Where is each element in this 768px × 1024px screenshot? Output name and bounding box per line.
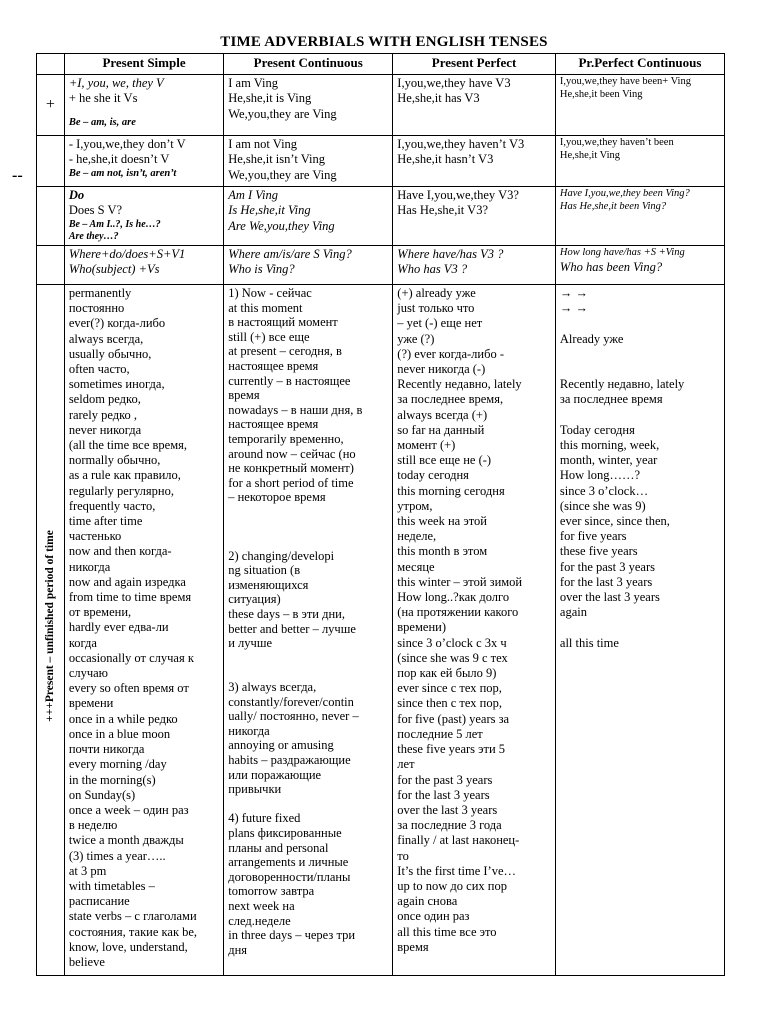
adverbial-line: twice a month дважды [68, 833, 184, 848]
adverbial-line: ситуация) [228, 592, 281, 607]
adverbial-line: believe [68, 954, 105, 969]
adverbial-line: again [559, 605, 587, 620]
adverbial-line: sometimes иногда, [68, 377, 165, 392]
ps-q-be: Be – Am I..?, Is he…? [68, 218, 161, 230]
pp-wh [393, 246, 556, 285]
pp-aff-line: He,she,it has V3 [397, 91, 480, 106]
adverbial-line: seldom редко, [68, 392, 141, 407]
ps-neg-be: Be – am not, isn’t, aren’t [68, 167, 177, 179]
pc-neg-line: We,you,they are Ving [228, 167, 337, 182]
adverbial-line: след.неделе [228, 913, 291, 928]
adverbial-line: for the last 3 years [559, 574, 653, 589]
ps-neg-line: - he,she,it doesn’t V [68, 152, 170, 167]
pc-wh-line: Who is Ving? [228, 262, 295, 277]
adverbial-line: ever(?) когда-либо [68, 316, 166, 331]
adverbial-line: время [228, 388, 260, 403]
adverbial-line: for five years [559, 529, 627, 544]
adverbial-line: every morning /day [68, 757, 167, 772]
adverbial-line [560, 362, 720, 377]
plus-symbol: + [37, 75, 65, 136]
ps-negative [64, 136, 223, 187]
adverbial-line: за последнее время [559, 392, 663, 407]
adverbial-line: ever since, since then, [559, 513, 670, 528]
adverbial-line: почти никогда [68, 742, 145, 757]
adverbial-line: for the past 3 years [559, 559, 656, 574]
adverbial-line: за последние 3 года [397, 818, 502, 833]
adverbial-line: once in a while редко [68, 711, 178, 726]
adverbial-line: normally обычно, [68, 453, 161, 468]
adverbial-line: for five (past) years за [397, 711, 510, 726]
ps-wh-line: Where+do/does+S+V1 [68, 247, 186, 261]
adverbial-line: from time to time время [68, 590, 192, 605]
adverbial-line: договоренности/планы [228, 869, 351, 884]
adverbial-line: all this time [559, 635, 619, 650]
adverbial-line: hardly ever едва-ли [68, 620, 169, 635]
adverbial-line: пор как ей было 9) [397, 666, 497, 681]
adverbial-line: never никогда [68, 422, 142, 437]
adverbial-line: неделе, [397, 529, 437, 544]
adverbial-line [560, 620, 720, 635]
affirmative-row [37, 75, 725, 136]
adverbial-line: habits – раздражающие [228, 753, 351, 767]
adverbial-line: расписание [68, 894, 130, 909]
adverbial-line: for the past 3 years [397, 772, 493, 787]
adverbial-line: once один раз [397, 909, 470, 924]
adverbial-line: уже (?) [397, 331, 435, 346]
pp-neg-line: I,you,we,they haven’t V3 [397, 137, 525, 151]
pp-q-line: Has He,she,it V3? [397, 203, 489, 218]
adverbial-line: these five years [559, 544, 638, 559]
pc-aff-line: He,she,it is Ving [228, 91, 312, 106]
wh-question-row [37, 246, 725, 285]
adverbial-line: 3) always всегда, [228, 680, 317, 695]
adverbial-line: next week на [228, 898, 295, 913]
pc-q-line: Are We,you,they Ving [228, 218, 335, 233]
adverbial-line: these five years эти 5 [397, 742, 506, 757]
adverbial-line: (на протяжении какого [397, 605, 519, 620]
header-present-perfect: Present Perfect [393, 54, 556, 75]
pp-question [393, 187, 556, 246]
adverbial-line: this morning, week, [559, 437, 660, 452]
ppc-wh [555, 246, 724, 285]
adverbial-line: once in a blue moon [68, 726, 171, 741]
adverbial-line: месяце [397, 559, 435, 574]
adverbial-line: still все еще не (-) [397, 453, 492, 468]
pp-adverbials [393, 285, 556, 976]
adverbial-line: temporarily временно, [228, 431, 344, 446]
adverbial-line: привычки [228, 782, 282, 797]
ps-q-line: Does S V? [68, 203, 123, 218]
corner-cell [37, 54, 65, 75]
pp-affirmative [393, 75, 556, 136]
adverbial-line: still (+) все еще [228, 329, 310, 344]
adverbial-line: → → [559, 286, 589, 300]
adverbial-line: (3) times a year….. [68, 848, 166, 863]
ppc-adverbials [555, 285, 724, 976]
adverbial-line: currently – в настоящее [228, 373, 351, 388]
ppc-q-line: Has He,she,it been Ving? [559, 200, 667, 212]
adverbial-line: How long……? [559, 468, 641, 483]
adverbial-line: Already уже [559, 331, 624, 346]
adverbial-line: 1) Now - сейчас [228, 286, 312, 300]
adverbial-line: today сегодня [397, 468, 469, 483]
adverbial-line: at present – сегодня, в [228, 344, 342, 359]
page-title: TIME ADVERBIALS WITH ENGLISH TENSES [220, 34, 548, 50]
adverbial-line: когда [68, 635, 97, 650]
ppc-question [555, 187, 724, 246]
adverbial-line: настоящее время [228, 417, 319, 432]
adverbial-line: occasionally от случая к [68, 650, 194, 665]
ps-aff-be: Be – am, is, are [68, 116, 136, 128]
adverbial-line: for a short period of time [228, 475, 354, 490]
adverbial-line [228, 797, 388, 812]
pc-aff-line: We,you,they are Ving [228, 106, 337, 121]
adverbial-line: now and then когда- [68, 544, 172, 559]
adverbial-line: Today сегодня [559, 422, 635, 437]
pc-negative [224, 136, 393, 187]
adverbial-line: with timetables – [68, 878, 155, 893]
adverbial-line: ually/ постоянно, never – [228, 709, 359, 724]
adverbial-line: every so often время от [68, 681, 189, 696]
adverbial-line: arrangements и личные [228, 855, 349, 870]
ps-aff-line: +I, you, we, they V [68, 76, 164, 90]
negative-row [37, 136, 725, 187]
adverbial-line: since 3 o’clock с 3х ч [397, 635, 507, 650]
ps-wh [64, 246, 223, 285]
adverbial-line: better and better – лучше [228, 621, 356, 636]
adverbial-line: never никогда (-) [397, 362, 486, 377]
ps-affirmative [64, 75, 223, 136]
adverbial-line: в настоящий момент [228, 315, 338, 330]
adverbial-line: know, love, understand, [68, 939, 188, 954]
adverbial-line: at 3 pm [68, 863, 107, 878]
adverbial-line: последние 5 лет [397, 726, 483, 741]
adverbial-line: времени) [397, 620, 446, 635]
adverbial-line: finally / at last наконец- [397, 833, 520, 848]
ppc-q-line: Have I,you,we,they been Ving? [559, 188, 690, 199]
adverbial-line: on Sunday(s) [68, 787, 136, 802]
adverbial-line [228, 651, 388, 666]
adverbial-line: tomorrow завтра [228, 884, 315, 899]
side-label-cell [37, 285, 65, 976]
adverbial-line: то [397, 848, 409, 863]
adverbial-line: дня [228, 942, 248, 957]
adverbial-line: since 3 o’clock… [559, 483, 649, 498]
ps-aff-line: + he she it Vs [68, 91, 138, 106]
adverbial-line: (+) already уже [397, 286, 476, 300]
ppc-neg-line: I,you,we,they haven’t been [559, 137, 674, 148]
negative-row-marker: -- [12, 167, 23, 184]
pc-wh-line: Where am/is/are S Ving? [228, 247, 352, 261]
adverbial-line: утром, [397, 498, 433, 513]
header-present-continuous: Present Continuous [224, 54, 393, 75]
adverbial-line: It’s the first time I’ve… [397, 863, 517, 878]
adverbial-line: in the morning(s) [68, 772, 156, 787]
ps-question [64, 187, 223, 246]
adverbial-line [560, 347, 720, 362]
adverbial-line: (since she was 9 с тех [397, 650, 508, 665]
adverbial-line: this winter – этой зимой [397, 574, 523, 589]
adverbial-line: these days – в эти дни, [228, 607, 345, 622]
adverbial-line [228, 665, 388, 680]
ps-adverbials [64, 285, 223, 976]
adverbial-line: от времени, [68, 605, 132, 620]
side-label: +++Present – unfinished period of time [44, 530, 57, 722]
adverbial-line: always всегда (+) [397, 407, 488, 422]
pp-wh-line: Who has V3 ? [397, 262, 468, 277]
pc-q-line: Am I Ving [228, 188, 278, 202]
adverbial-line: at this moment [228, 300, 303, 315]
adverbial-line: случаю [68, 666, 109, 681]
adverbial-line: Recently недавно, lately [559, 377, 685, 392]
adverbial-line: за последнее время, [397, 392, 504, 407]
ps-wh-line: Who(subject) +Vs [68, 262, 160, 277]
adverbial-line: и лучше [228, 636, 272, 651]
adverbial-line: in three days – через три [228, 928, 356, 943]
adverbial-line: just только что [397, 301, 475, 316]
ppc-wh-line: Who has been Ving? [559, 259, 663, 274]
adverbial-line: ng situation (в [228, 563, 301, 578]
adverbial-line: 2) changing/developi [228, 548, 335, 563]
adverbial-line: over the last 3 years [559, 590, 660, 604]
adverbial-line: frequently часто, [68, 498, 156, 513]
wh-symbol-cell [37, 246, 65, 285]
ppc-negative [555, 136, 724, 187]
adverbial-line: ever since с тех пор, [397, 681, 502, 696]
adverbial-line: up to now до сих пор [397, 878, 507, 893]
ppc-neg-line: He,she,it Ving [559, 149, 621, 161]
adverbial-line: в неделю [68, 818, 118, 833]
ps-q-line: Do [68, 188, 85, 202]
adverbial-line: – yet (-) еще нет [397, 316, 483, 331]
adverbial-line: (?) ever когда-либо - [397, 346, 505, 361]
adverbial-line: или поражающие [228, 767, 322, 782]
pp-negative [393, 136, 556, 187]
ppc-affirmative [555, 75, 724, 136]
adverbial-line: изменяющихся [228, 577, 309, 592]
adverbial-line: this week на этой [397, 514, 487, 529]
adverbial-line [228, 534, 388, 549]
adverbial-line: rarely редко , [68, 407, 138, 422]
adverbial-line [228, 505, 388, 520]
adverbial-line: никогда [228, 723, 270, 738]
pp-neg-line: He,she,it hasn’t V3 [397, 152, 494, 167]
adverbial-line: as a rule как правило, [68, 468, 181, 483]
adverbial-line: annoying or amusing [228, 738, 334, 753]
adverbial-line: often часто, [68, 362, 130, 377]
adverbial-line: for the last 3 years [397, 787, 490, 802]
adverbial-line: How long..?как долго [397, 590, 510, 605]
pp-aff-line: I,you,we,they have V3 [397, 76, 511, 90]
pc-q-line: Is He,she,it Ving [228, 203, 311, 218]
adverbial-line: (all the time все время, [68, 438, 188, 453]
header-perfect-continuous: Pr.Perfect Continuous [555, 54, 724, 75]
adverbial-line: 4) future fixed [228, 811, 301, 826]
adverbial-line: all this time все это [397, 924, 497, 939]
pc-wh [224, 246, 393, 285]
adverbial-line: планы and personal [228, 840, 329, 855]
adverbial-line: this month в этом [397, 544, 488, 559]
adverbial-line [560, 316, 720, 331]
pc-adverbials [224, 285, 393, 976]
ps-q-be: Are they…? [68, 230, 119, 242]
adverbial-line: (since she was 9) [559, 498, 646, 513]
adverbial-line [228, 520, 388, 535]
adverbial-line: now and again изредка [68, 574, 186, 589]
pc-affirmative [224, 75, 393, 136]
pc-question [224, 187, 393, 246]
adverbial-line: this morning сегодня [397, 483, 505, 498]
adverbial-line: constantly/forever/contin [228, 694, 354, 709]
adverbial-line: once a week – один раз [68, 802, 189, 817]
ppc-aff-line: I,you,we,they have been+ Ving [559, 76, 691, 87]
pc-neg-line: I am not Ving [228, 137, 298, 151]
pp-wh-line: Where have/has V3 ? [397, 247, 504, 261]
adverbial-line: лет [397, 757, 415, 772]
adverbial-line: time after time [68, 514, 143, 529]
adverbial-line: время [397, 939, 429, 954]
adverbial-line: around now – сейчас (но [228, 446, 356, 461]
adverbial-line: – некоторое время [228, 490, 326, 505]
adverbial-line: permanently [68, 286, 132, 300]
tenses-table [36, 53, 725, 976]
adverbial-line [560, 408, 720, 423]
adverbial-line: again снова [397, 894, 458, 909]
pc-neg-line: He,she,it isn’t Ving [228, 152, 325, 167]
adverbial-line: plans фиксированные [228, 825, 342, 840]
ppc-aff-line: He,she,it been Ving [559, 88, 643, 100]
adverbial-line: always всегда, [68, 331, 144, 346]
adverbial-line: regularly регулярно, [68, 483, 174, 498]
adverbial-line: не конкретный момент) [228, 461, 354, 476]
adverbial-line: usually обычно, [68, 346, 152, 361]
ppc-wh-line: How long have/has +S +Ving [559, 247, 685, 258]
adverbial-line: nowadays – в наши дня, в [228, 402, 363, 417]
header-row [37, 54, 725, 75]
adverbials-row [37, 285, 725, 976]
question-row [37, 187, 725, 246]
negative-symbol-cell [37, 136, 65, 187]
adverbial-line: состояния, такие как be, [68, 924, 198, 939]
pp-q-line: Have I,you,we,they V3? [397, 188, 519, 202]
adverbial-line: since then с тех пор, [397, 696, 502, 711]
adverbial-line: state verbs – с глаголами [68, 909, 197, 924]
adverbial-line: никогда [68, 559, 111, 574]
ps-neg-line: - I,you,we,they don’t V [68, 137, 186, 151]
header-present-simple: Present Simple [64, 54, 223, 75]
adverbial-line: постоянно [68, 301, 125, 316]
question-symbol-cell [37, 187, 65, 246]
adverbial-line: частенько [68, 529, 122, 544]
adverbial-line: настоящее время [228, 358, 319, 373]
adverbial-line: → → [559, 301, 589, 316]
adverbial-line: over the last 3 years [397, 802, 498, 817]
pc-aff-line: I am Ving [228, 76, 278, 90]
adverbial-line: времени [68, 696, 114, 711]
adverbial-line: month, winter, year [559, 453, 658, 468]
adverbial-line: Recently недавно, lately [397, 377, 522, 392]
adverbial-line: момент (+) [397, 438, 456, 453]
adverbial-line: so far на данный [397, 422, 485, 437]
